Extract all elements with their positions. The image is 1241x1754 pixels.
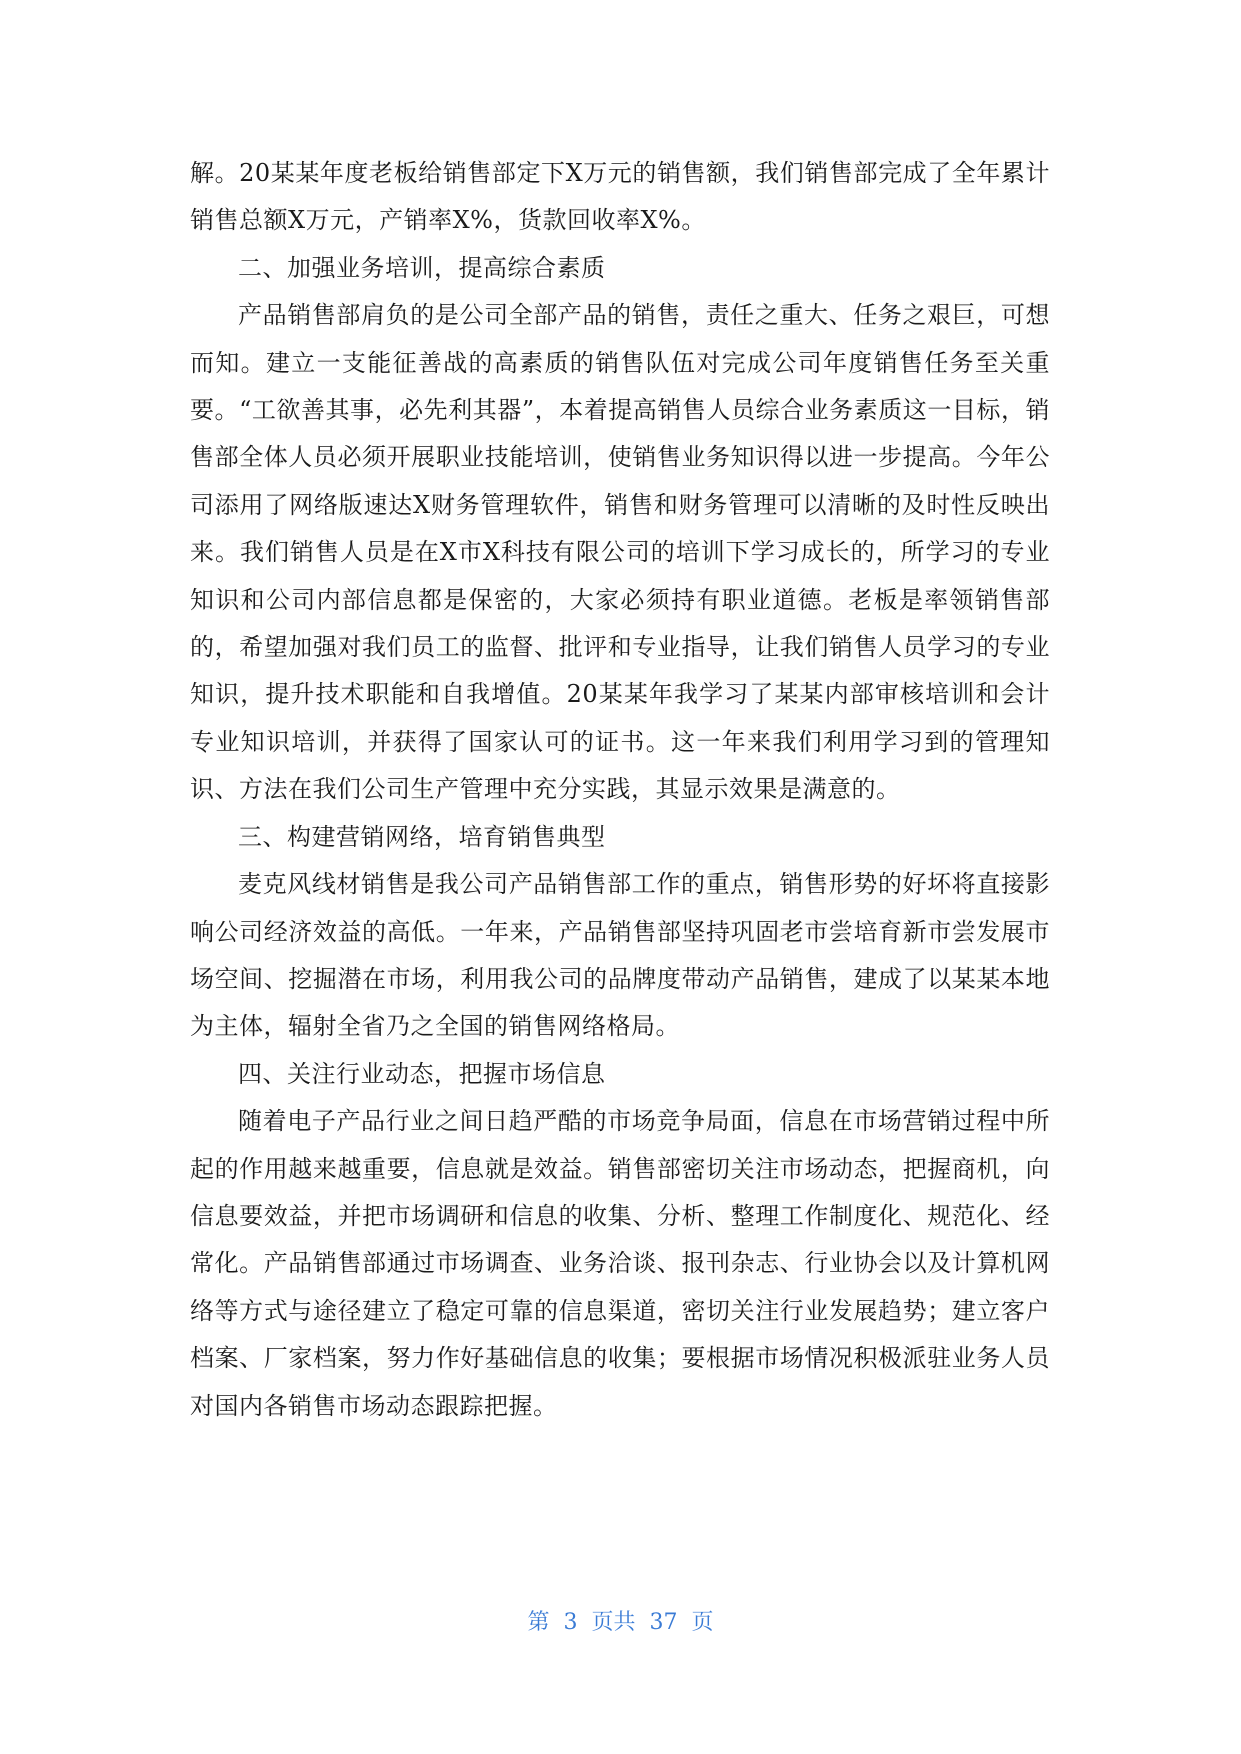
heading-industry-trends: 四、关注行业动态，把握市场信息 <box>238 1059 606 1088</box>
paragraph-marketing-network: 麦克风线材销售是我公司产品销售部工作的重点，销售形势的好坏将直接影响公司经济效益的高低。一年来，产品销售部坚持巩固老市尝培育新市尝发展市场空间、挖掘潜在市场，利用我公司的品牌度带动产品销售，建成了以某某本地为主体，辐射全省乃之全国的销售网络格局。 <box>190 870 1050 1041</box>
paragraph-training: 产品销售部肩负的是公司全部产品的销售，责任之重大、任务之艰巨，可想而知。建立一支能征善战的高素质的销售队伍对完成公司年度销售任务至关重要。“工欲善其事，必先利其器”，本着提高销售人员综合业务素质这一目标，销售部全体人员必须开展职业技能培训，使销售业务知识得以进一步提高。今年公司添用了网络版速达X财务管理软件，销售和财务管理可以清晰的及时性反映出来。我们销售人员是在X市X科技有限公司的培训下学习成长的，所学习的专业知识和公司内部信息都是保密的，大家必须持有职业道德。老板是率领销售部的，希望加强对我们员工的监督、批评和专业指导，让我们销售人员学习的专业知识，提升技术职能和自我增值。20某某年我学习了某某内部审核培训和会计专业知识培训，并获得了国家认可的证书。这一年来我们利用学习到的管理知识、方法在我们公司生产管理中充分实践，其显示效果是满意的。 <box>190 301 1050 804</box>
footer-prefix: 第 <box>527 1610 550 1635</box>
document-body <box>190 150 1050 1430</box>
heading-training: 二、加强业务培训，提高综合素质 <box>238 253 606 282</box>
paragraph-industry-trends: 随着电子产品行业之间日趋严酷的市场竞争局面，信息在市场营销过程中所起的作用越来越重要，信息就是效益。销售部密切关注市场动态，把握商机，向信息要效益，并把市场调研和信息的收集、分析、整理工作制度化、规范化、经常化。产品销售部通过市场调查、业务洽谈、报刊杂志、行业协会以及计算机网络等方式与途径建立了稳定可靠的信息渠道，密切关注行业发展趋势；建立客户档案、厂家档案，努力作好基础信息的收集；要根据市场情况积极派驻业务人员对国内各销售市场动态跟踪把握。 <box>190 1107 1050 1420</box>
footer-page-number: 3 <box>563 1610 578 1635</box>
heading-marketing-network: 三、构建营销网络，培育销售典型 <box>238 822 606 851</box>
paragraph-sales-summary: 解。20某某年度老板给销售部定下X万元的销售额，我们销售部完成了全年累计销售总额X万元，产销率X%，货款回收率X%。 <box>190 159 1050 235</box>
footer-total-pages: 37 <box>649 1610 678 1635</box>
footer-middle: 页共 <box>591 1610 636 1635</box>
footer-suffix: 页 <box>691 1610 714 1635</box>
page-number-footer <box>0 1605 1241 1636</box>
